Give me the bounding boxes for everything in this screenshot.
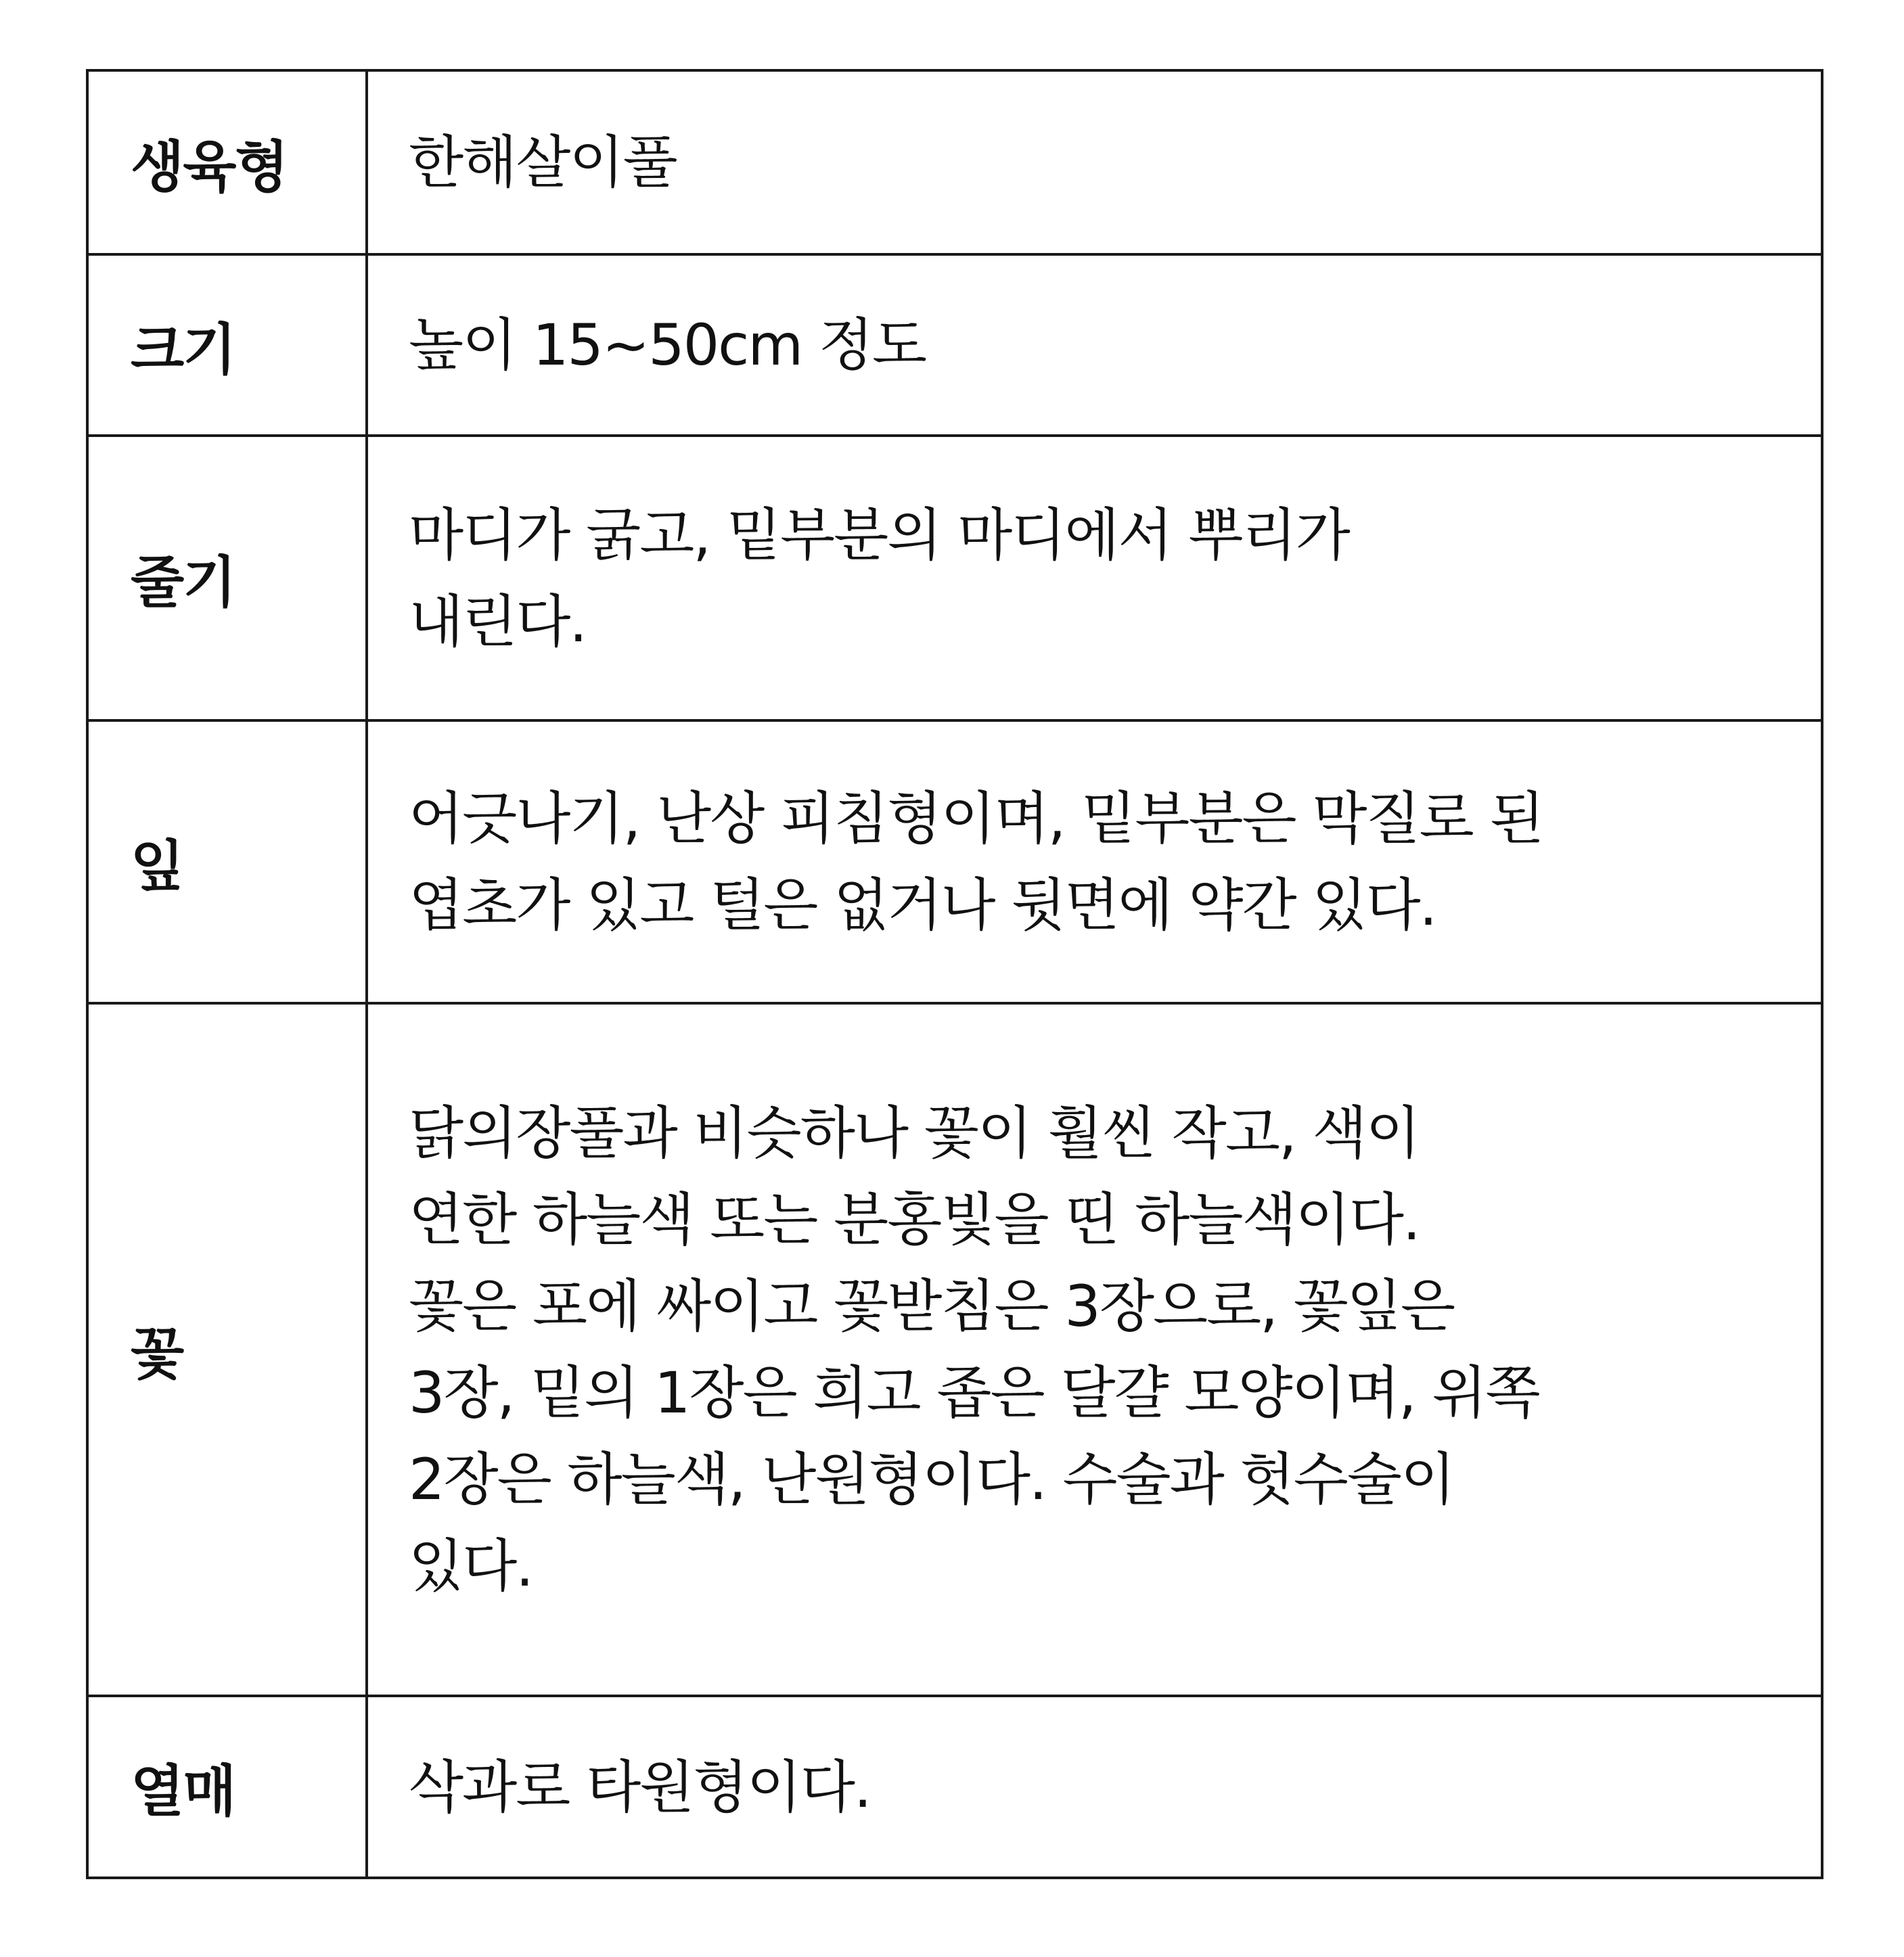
value-line: 삭과로 타원형이다. xyxy=(409,1753,871,1820)
value-line: 어긋나기, 난상 피침형이며, 밑부분은 막질로 된 xyxy=(409,785,1543,852)
row-label-flower: 꽃 xyxy=(87,1003,367,1696)
table-row-stem xyxy=(87,436,1822,720)
value-line: 2장은 하늘색, 난원형이다. 수술과 헛수술이 xyxy=(409,1446,1455,1513)
value-line: 닭의장풀과 비슷하나 꽃이 훨씬 작고, 색이 xyxy=(409,1100,1420,1166)
value-line: 있다. xyxy=(409,1533,532,1599)
value-line: 마디가 굵고, 밑부분의 마디에서 뿌리가 xyxy=(409,501,1349,568)
table-row-flower xyxy=(87,1003,1822,1696)
value-line: 내린다. xyxy=(409,588,587,655)
value-line: 연한 하늘색 또는 분홍빛을 띤 하늘색이다. xyxy=(409,1187,1420,1253)
row-label-fruit: 열매 xyxy=(87,1696,367,1878)
value-line: 한해살이풀 xyxy=(409,129,677,195)
table-row-leaf xyxy=(87,720,1822,1003)
plant-info-table xyxy=(86,69,1823,1879)
table-row-fruit xyxy=(87,1696,1822,1878)
row-value-leaf xyxy=(367,720,1822,1003)
row-value-flower xyxy=(367,1003,1822,1696)
row-value-growth-form xyxy=(367,70,1822,254)
row-label-leaf: 잎 xyxy=(87,720,367,1003)
row-value-fruit xyxy=(367,1696,1822,1878)
row-label-size: 크기 xyxy=(87,254,367,436)
row-label-stem: 줄기 xyxy=(87,436,367,720)
value-line: 꽃은 포에 싸이고 꽃받침은 3장으로, 꽃잎은 xyxy=(409,1273,1455,1339)
value-line: 엽초가 있고 털은 없거나 뒷면에 약간 있다. xyxy=(409,872,1436,938)
row-label-growth-form: 생육형 xyxy=(87,70,367,254)
row-value-stem xyxy=(367,436,1822,720)
value-line: 3장, 밑의 1장은 희고 좁은 달걀 모양이며, 위쪽 xyxy=(409,1360,1539,1426)
table-row-size xyxy=(87,254,1822,436)
table-row-growth-form xyxy=(87,70,1822,254)
row-value-size xyxy=(367,254,1822,436)
value-line: 높이 15~50cm 정도 xyxy=(409,312,926,378)
